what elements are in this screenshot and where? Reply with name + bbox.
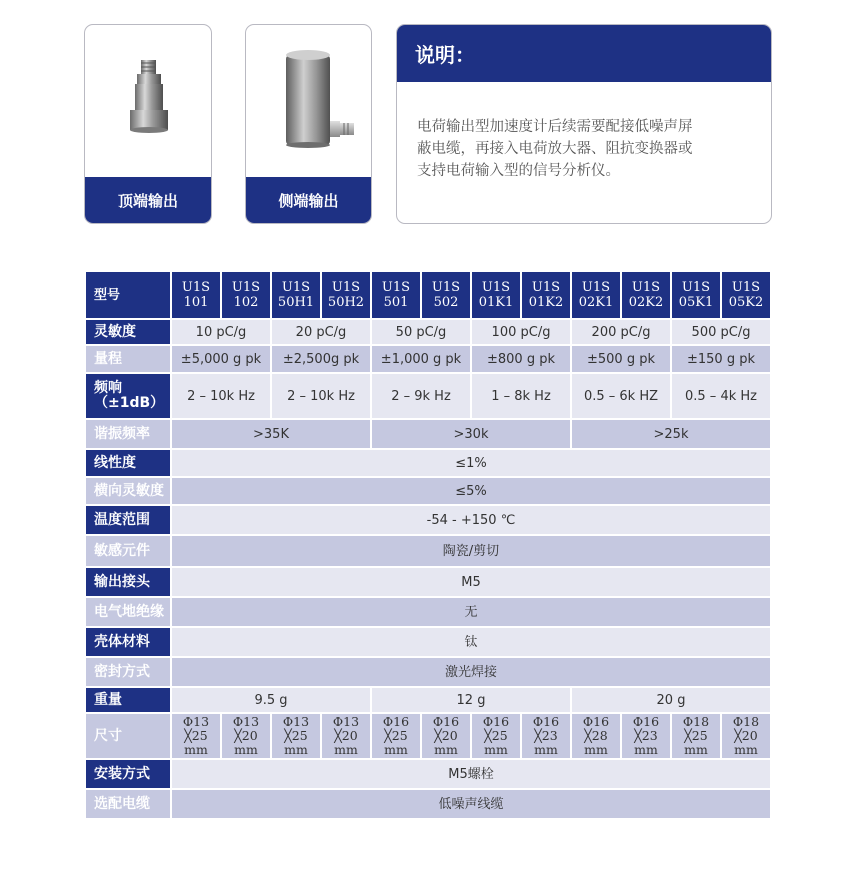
table-row <box>86 598 770 626</box>
table-cell <box>172 714 220 758</box>
table-cell <box>422 714 470 758</box>
table-cell: 200 pC/g <box>572 320 670 344</box>
product-label: 顶端输出 <box>85 177 211 223</box>
cell-line: ╳25 <box>484 728 508 743</box>
row-header <box>86 568 170 596</box>
row-header <box>86 658 170 686</box>
model-name-line: 05K1 <box>678 295 714 310</box>
cell-line: mm <box>434 742 458 757</box>
row-header <box>86 506 170 534</box>
table-row <box>86 536 770 566</box>
table-cell: ±800 g pk <box>472 346 570 372</box>
row-header <box>86 688 170 712</box>
row-header-line: （±1dB） <box>94 395 165 411</box>
cell-line: mm <box>334 742 358 757</box>
table-row <box>86 374 770 418</box>
model-header-cell <box>672 272 720 318</box>
table-cell: 20 g <box>572 688 770 712</box>
cell-line: ╳28 <box>584 728 608 743</box>
row-header-line: 输出接头 <box>94 573 150 590</box>
table-cell <box>322 714 370 758</box>
model-header-cell <box>372 272 420 318</box>
model-name-line: 01K1 <box>478 295 514 310</box>
row-header-line: 横向灵敏度 <box>94 482 164 499</box>
table-cell: ±5,000 g pk <box>172 346 270 372</box>
table-row <box>86 420 770 448</box>
cell-line: mm <box>684 742 708 757</box>
cell-line: ╳20 <box>234 728 258 743</box>
row-header-line: 谐振频率 <box>94 425 150 442</box>
row-header <box>86 714 170 758</box>
row-header <box>86 760 170 788</box>
table-row <box>86 760 770 788</box>
model-name-line: 02K2 <box>628 295 664 310</box>
model-header-cell <box>622 272 670 318</box>
model-header-cell <box>222 272 270 318</box>
note-box <box>396 24 772 224</box>
model-name-line: U1S <box>381 280 411 295</box>
table-cell: 钛 <box>172 628 770 656</box>
table-cell <box>672 714 720 758</box>
row-header <box>86 598 170 626</box>
row-header-line: 灵敏度 <box>94 323 136 340</box>
table-row <box>86 658 770 686</box>
cell-line: mm <box>584 742 608 757</box>
table-cell <box>622 714 670 758</box>
cell-line: mm <box>634 742 658 757</box>
row-header-line: 尺寸 <box>94 727 122 744</box>
model-header-cell <box>172 272 220 318</box>
model-name-line: U1S <box>681 280 711 295</box>
table-cell: 0.5 – 4k Hz <box>672 374 770 418</box>
cell-line: ╳20 <box>434 728 458 743</box>
note-line: 蔽电缆，再接入电荷放大器、阻抗变换器或 <box>417 141 693 157</box>
table-cell <box>372 714 420 758</box>
model-name-line: 502 <box>433 295 459 310</box>
cell-line: mm <box>734 742 758 757</box>
cell-line: Φ13 <box>232 714 260 729</box>
row-header <box>86 450 170 476</box>
table-row <box>86 714 770 758</box>
model-header-cell <box>572 272 620 318</box>
table-cell: 50 pC/g <box>372 320 470 344</box>
table-cell: 12 g <box>372 688 570 712</box>
table-cell: 100 pC/g <box>472 320 570 344</box>
table-cell: ±1,000 g pk <box>372 346 470 372</box>
cell-line: Φ13 <box>182 714 210 729</box>
cell-line: Φ16 <box>482 714 510 729</box>
note-line: 支持电荷输入型的信号分析仪。 <box>417 163 620 179</box>
cell-line: ╳25 <box>184 728 208 743</box>
table-row <box>86 320 770 344</box>
table-cell <box>522 714 570 758</box>
model-header-cell <box>472 272 520 318</box>
cell-line: ╳25 <box>684 728 708 743</box>
table-cell: ±150 g pk <box>672 346 770 372</box>
model-name-line: U1S <box>731 280 761 295</box>
table-cell: ≤5% <box>172 478 770 504</box>
row-header <box>86 536 170 566</box>
cell-line: Φ16 <box>432 714 460 729</box>
table-cell: 500 pC/g <box>672 320 770 344</box>
table-cell: 20 pC/g <box>272 320 370 344</box>
row-header-line: 安装方式 <box>94 765 150 782</box>
model-header-cell <box>322 272 370 318</box>
table-row <box>86 628 770 656</box>
table-cell: ≤1% <box>172 450 770 476</box>
cell-line: mm <box>234 742 258 757</box>
table-header-row <box>86 272 770 318</box>
table-cell: ±2,500g pk <box>272 346 370 372</box>
model-name-line: U1S <box>631 280 661 295</box>
row-header-line: 敏感元件 <box>94 542 150 559</box>
table-row <box>86 450 770 476</box>
table-cell <box>222 714 270 758</box>
model-header-cell <box>422 272 470 318</box>
model-name-line: U1S <box>181 280 211 295</box>
row-header <box>86 320 170 344</box>
product-card-side-output <box>245 24 372 224</box>
table-cell: 2 – 9k Hz <box>372 374 470 418</box>
row-header-line: 选配电缆 <box>94 795 150 812</box>
table-cell <box>572 714 620 758</box>
cell-line: ╳23 <box>534 728 558 743</box>
cell-line: Φ16 <box>582 714 610 729</box>
model-name-line: U1S <box>581 280 611 295</box>
row-header <box>86 420 170 448</box>
model-name-line: 05K2 <box>728 295 764 310</box>
cell-line: mm <box>384 742 408 757</box>
top-output-sensor-image <box>85 25 212 179</box>
model-name-line: 50H2 <box>327 295 365 310</box>
model-header-cell <box>722 272 770 318</box>
table-cell: 0.5 – 6k HZ <box>572 374 670 418</box>
model-name-line: 02K1 <box>578 295 614 310</box>
cell-line: mm <box>184 742 208 757</box>
table-cell <box>472 714 520 758</box>
model-name-line: U1S <box>231 280 261 295</box>
model-name-line: U1S <box>431 280 461 295</box>
row-header-line: 密封方式 <box>94 663 150 680</box>
cell-line: Φ16 <box>532 714 560 729</box>
row-header-line: 量程 <box>94 350 122 367</box>
note-line: 电荷输出型加速度计后续需要配接低噪声屏 <box>417 119 693 135</box>
table-row <box>86 688 770 712</box>
table-row <box>86 478 770 504</box>
row-header <box>86 346 170 372</box>
table-cell: M5 <box>172 568 770 596</box>
cell-line: Φ16 <box>632 714 660 729</box>
table-cell: 2 – 10k Hz <box>172 374 270 418</box>
table-cell: 无 <box>172 598 770 626</box>
table-cell: >25k <box>572 420 770 448</box>
cell-line: ╳25 <box>384 728 408 743</box>
model-name-line: U1S <box>531 280 561 295</box>
table-cell: 9.5 g <box>172 688 370 712</box>
product-label: 侧端输出 <box>246 177 371 223</box>
table-cell: 2 – 10k Hz <box>272 374 370 418</box>
row-header-line: 频响 <box>94 380 122 396</box>
cell-line: mm <box>484 742 508 757</box>
table-cell: ±500 g pk <box>572 346 670 372</box>
model-header-cell <box>272 272 320 318</box>
cell-line: Φ13 <box>332 714 360 729</box>
note-text <box>397 82 771 182</box>
row-header-line: 重量 <box>94 691 122 708</box>
cell-line: ╳20 <box>334 728 358 743</box>
cell-line: ╳20 <box>734 728 758 743</box>
model-name-line: 50H1 <box>277 295 315 310</box>
model-name-line: U1S <box>281 280 311 295</box>
model-name-line: U1S <box>481 280 511 295</box>
product-card-top-output <box>84 24 212 224</box>
table-cell: M5螺栓 <box>172 760 770 788</box>
table-cell: 陶瓷/剪切 <box>172 536 770 566</box>
table-cell <box>272 714 320 758</box>
table-row <box>86 568 770 596</box>
table-cell: >30k <box>372 420 570 448</box>
model-name-line: 01K2 <box>528 295 564 310</box>
cell-line: ╳25 <box>284 728 308 743</box>
side-output-sensor-image <box>246 25 372 179</box>
table-row <box>86 506 770 534</box>
table-row <box>86 346 770 372</box>
row-header: 型号 <box>86 272 170 318</box>
table-cell: 10 pC/g <box>172 320 270 344</box>
table-cell: 低噪声线缆 <box>172 790 770 818</box>
model-name-line: 101 <box>183 295 209 310</box>
table-cell: >35K <box>172 420 370 448</box>
model-name-line: 501 <box>383 295 409 310</box>
table-row <box>86 790 770 818</box>
row-header-line: 线性度 <box>94 454 136 471</box>
row-header <box>86 478 170 504</box>
cell-line: Φ18 <box>682 714 710 729</box>
table-cell: 1 – 8k Hz <box>472 374 570 418</box>
row-header <box>86 374 170 418</box>
row-header-line: 温度范围 <box>94 511 150 528</box>
model-name-line: U1S <box>331 280 361 295</box>
table-cell <box>722 714 770 758</box>
cell-line: mm <box>284 742 308 757</box>
note-title: 说明： <box>397 25 771 82</box>
row-header-line: 电气地绝缘 <box>94 603 164 620</box>
model-header-cell <box>522 272 570 318</box>
row-header <box>86 628 170 656</box>
cell-line: Φ16 <box>382 714 410 729</box>
model-name-line: 102 <box>233 295 259 310</box>
cell-line: Φ18 <box>732 714 760 729</box>
cell-line: Φ13 <box>282 714 310 729</box>
cell-line: ╳23 <box>634 728 658 743</box>
cell-line: mm <box>534 742 558 757</box>
spec-table <box>84 270 772 820</box>
row-header-line: 壳体材料 <box>94 633 150 650</box>
table-cell: -54 - +150 ℃ <box>172 506 770 534</box>
row-header <box>86 790 170 818</box>
table-cell: 激光焊接 <box>172 658 770 686</box>
